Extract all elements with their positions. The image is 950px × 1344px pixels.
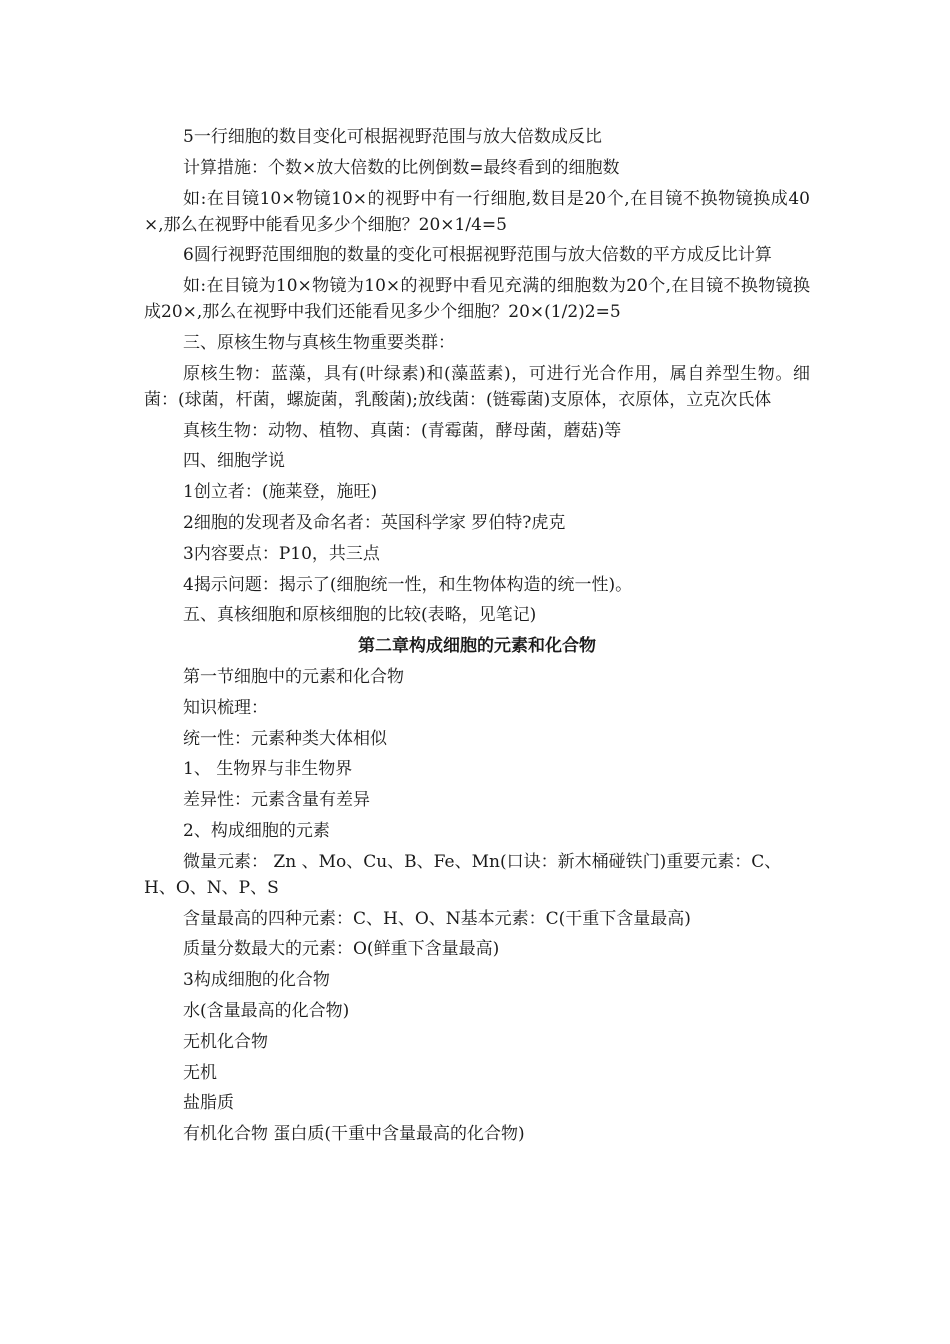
document-page <box>144 124 810 1152</box>
paragraph-discoverer: 2细胞的发现者及命名者：英国科学家 罗伯特?虎克 <box>183 512 566 533</box>
paragraph-bio-nonbio: 1、 生物界与非生物界 <box>183 759 353 780</box>
section-heading-comparison: 五、真核细胞和原核细胞的比较(表略，见笔记) <box>183 605 537 626</box>
section-heading-cell-theory: 四、细胞学说 <box>183 451 285 472</box>
paragraph-revealed: 4揭示问题：揭示了(细胞统一性，和生物体构造的统一性)。 <box>183 574 633 595</box>
paragraph-unity: 统一性：元素种类大体相似 <box>183 728 387 749</box>
paragraph-founders: 1创立者：(施莱登，施旺) <box>183 482 378 503</box>
section-title-elements: 第一节细胞中的元素和化合物 <box>183 666 404 687</box>
paragraph-knowledge-review: 知识梳理： <box>183 697 268 718</box>
paragraph-eukaryotes: 真核生物：动物、植物、真菌：(青霉菌，酵母菌，蘑菇)等 <box>183 420 622 441</box>
paragraph-calc-method: 计算措施：个数×放大倍数的比例倒数=最终看到的细胞数 <box>183 157 620 178</box>
paragraph-circle-example: 如:在目镜为10×物镜为10×的视野中看见充满的细胞数为20个,在目镜不换物镜换成20×,那么在视野中我们还能看见多少个细胞？20×(1/2)2=5 <box>144 276 810 323</box>
paragraph-four-elements: 含量最高的四种元素：C、H、O、N基本元素：C(干重下含量最高) <box>183 908 691 929</box>
section-heading-prokaryote-eukaryote: 三、原核生物与真核生物重要类群： <box>183 332 455 353</box>
paragraph-water: 水(含量最高的化合物) <box>183 1000 350 1021</box>
paragraph-trace-elements: 微量元素： Zn 、Mo、Cu、B、Fe、Mn(口诀：新木桶碰铁门)重要元素：C、H、O、N、P、S <box>144 851 782 898</box>
paragraph-mass-fraction: 质量分数最大的元素：O(鲜重下含量最高) <box>183 939 500 960</box>
paragraph-key-points: 3内容要点：P10，共三点 <box>183 543 380 564</box>
paragraph-row-count-rule: 5一行细胞的数目变化可根据视野范围与放大倍数成反比 <box>183 127 602 147</box>
paragraph-cell-elements: 2、构成细胞的元素 <box>183 820 330 841</box>
paragraph-difference: 差异性：元素含量有差异 <box>183 790 370 811</box>
paragraph-inorganic: 无机 <box>183 1062 217 1083</box>
paragraph-inorganic-compounds: 无机化合物 <box>183 1031 268 1052</box>
paragraph-organic-protein: 有机化合物 蛋白质(干重中含量最高的化合物) <box>183 1124 525 1145</box>
paragraph-circle-rule: 6圆行视野范围细胞的数量的变化可根据视野范围与放大倍数的平方成反比计算 <box>183 245 772 266</box>
paragraph-row-example: 如:在目镜10×物镜10×的视野中有一行细胞,数目是20个,在目镜不换物镜换成40×,那么在视野中能看见多少个细胞？20×1/4=5 <box>144 188 810 235</box>
paragraph-compounds: 3构成细胞的化合物 <box>183 970 330 991</box>
chapter-title: 第二章构成细胞的元素和化合物 <box>358 636 596 657</box>
paragraph-salt-lipid: 盐脂质 <box>183 1093 234 1114</box>
paragraph-prokaryotes: 原核生物：蓝藻，具有(叶绿素)和(藻蓝素)，可进行光合作用，属自养型生物。细菌：(球菌，杆菌，螺旋菌，乳酸菌);放线菌：(链霉菌)支原体，衣原体，立克次氏体 <box>144 363 810 410</box>
